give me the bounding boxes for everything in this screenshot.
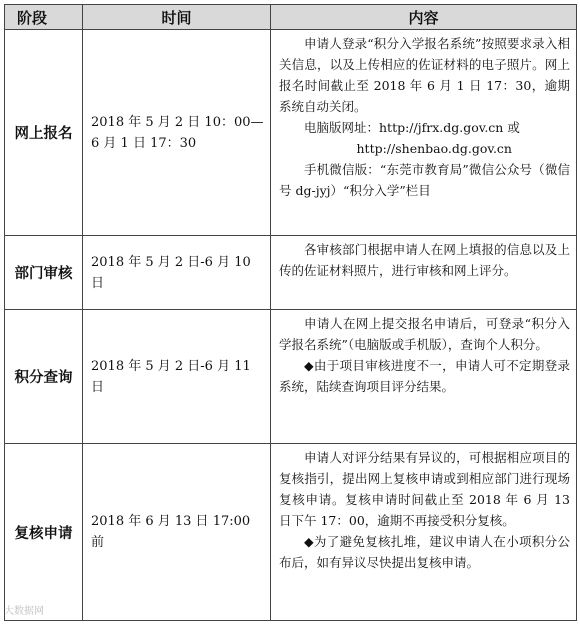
table-row — [5, 236, 577, 310]
header-row — [5, 5, 577, 30]
content-paragraph: ◆为了避免复核扎堆，建议申请人在小项积分公布后，如有异议尽快提出复核申请。 — [279, 534, 570, 570]
content-paragraph: 申请人对评分结果有异议的，可根据相应项目的复核指引，提出网上复核申请或到相应部门进行现场复核申请。复核申请时间截止至 2018 年 6 月 13 日下午 17：00，逾期不再接受积分复核。 — [279, 450, 570, 528]
table-row — [5, 444, 577, 621]
content-paragraph: 各审核部门根据申请人在网上填报的信息以及上传的佐证材料照片，进行审核和网上评分。 — [279, 242, 570, 278]
content-cell — [271, 236, 577, 310]
table-row — [5, 310, 577, 444]
header-stage: 阶段 — [5, 5, 83, 30]
content-paragraph: 手机微信版：“东莞市教育局”微信公众号（微信号 dg-jyj）“积分入学”栏目 — [279, 162, 570, 198]
content-cell — [271, 30, 577, 236]
content-cell — [271, 310, 577, 444]
time-cell: 2018 年 5 月 2 日-6 月 10 日 — [83, 236, 271, 310]
stage-cell: 积分查询 — [5, 310, 83, 444]
stage-cell: 网上报名 — [5, 30, 83, 236]
schedule-table — [4, 4, 577, 621]
time-cell: 2018 年 5 月 2 日-6 月 11 日 — [83, 310, 271, 444]
stage-cell: 部门审核 — [5, 236, 83, 310]
table-row — [5, 30, 577, 236]
url-line: http://shenbao.dg.gov.cn — [356, 141, 512, 156]
time-cell: 2018 年 5 月 2 日 10：00—6 月 1 日 17：30 — [83, 30, 271, 236]
header-time: 时间 — [83, 5, 271, 30]
content-paragraph: ◆由于项目审核进度不一，申请人可不定期登录系统，陆续查询项目评分结果。 — [279, 358, 570, 394]
watermark: 大数据网 — [4, 606, 44, 617]
url-line: 电脑版网址：http://jfrx.dg.gov.cn 或 — [304, 120, 520, 135]
stage-cell: 复核申请 — [5, 444, 83, 621]
time-cell: 2018 年 6 月 13 日 17:00 前 — [83, 444, 271, 621]
content-paragraph: 申请人在网上提交报名申请后，可登录“积分入学报名系统”（电脑版或手机版），查询个人积分。 — [279, 316, 570, 352]
header-content: 内容 — [271, 5, 577, 30]
content-paragraph: 申请人登录“积分入学报名系统”按照要求录入相关信息，以及上传相应的佐证材料的电子照片。网上报名时间截止至 2018 年 6 月 1 日 17：30，逾期系统自动关闭。 — [279, 36, 570, 114]
content-cell — [271, 444, 577, 621]
